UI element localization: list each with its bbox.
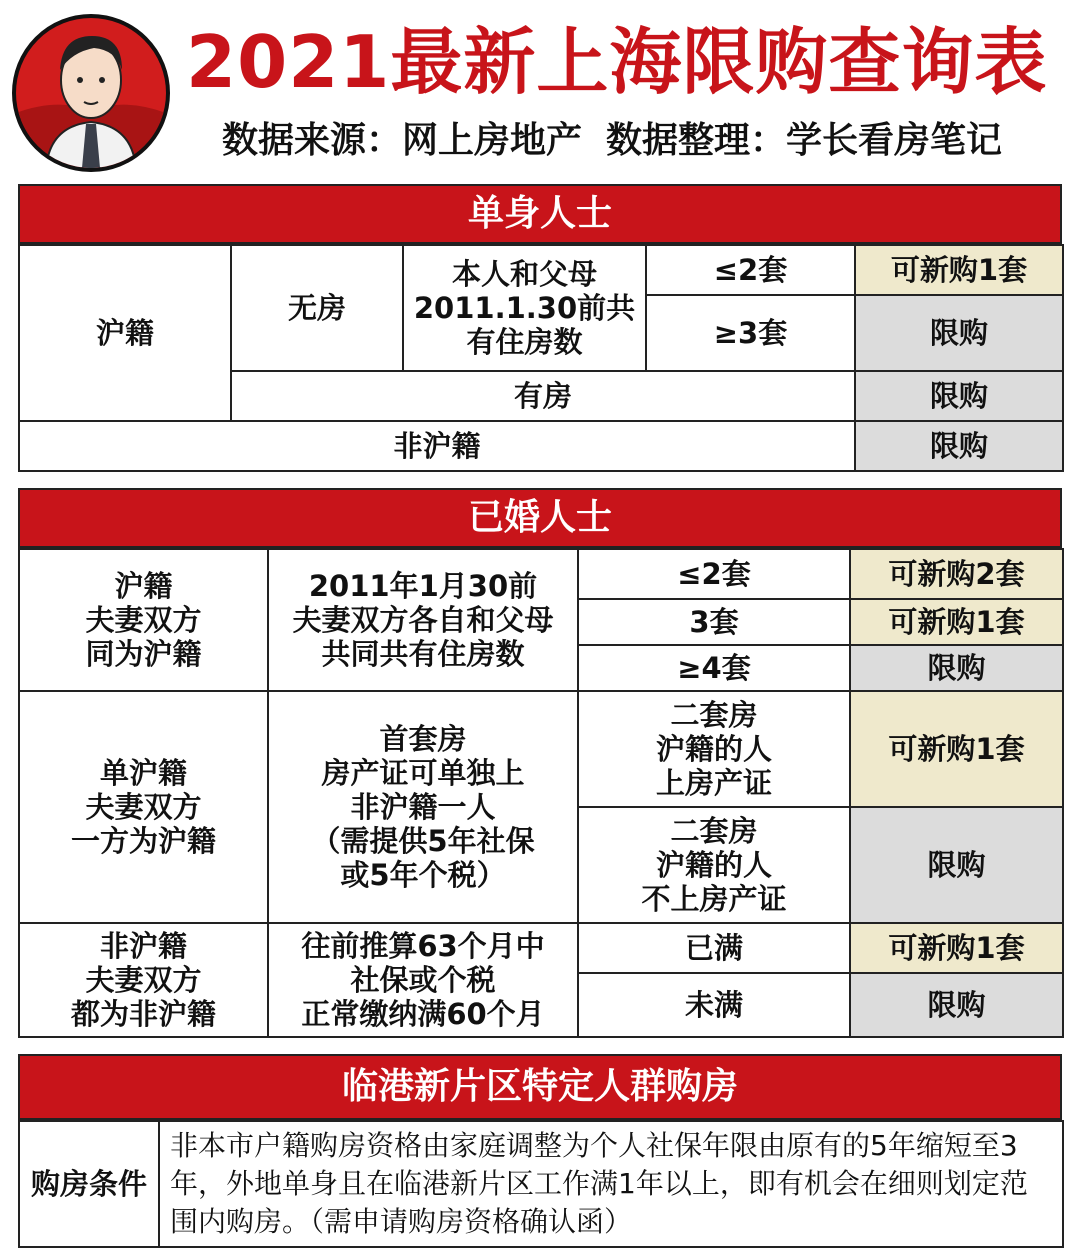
non-hu-result: 限购: [855, 421, 1063, 471]
group2-label: 单沪籍 夫妻双方 一方为沪籍: [19, 691, 268, 923]
hu-ji-label: 沪籍: [19, 245, 231, 421]
group3-condition: 往前推算63个月中 社保或个税 正常缴纳满60个月: [268, 923, 578, 1037]
ge3-result: 限购: [855, 295, 1063, 371]
has-house-label: 有房: [231, 371, 855, 421]
group2-row1-label: 二套房 沪籍的人 上房产证: [578, 691, 850, 807]
ge3-label: ≥3套: [646, 295, 855, 371]
page-title: 2021最新上海限购查询表: [186, 20, 1048, 104]
author-avatar: [12, 14, 170, 172]
group2-row1-result: 可新购1套: [850, 691, 1063, 807]
data-editor: 数据整理：学长看房笔记: [606, 120, 1003, 161]
group3-row1-result: 可新购1套: [850, 923, 1063, 973]
no-house-label: 无房: [231, 245, 403, 371]
lingang-section-title: 临港新片区特定人群购房: [18, 1054, 1062, 1120]
group1-row1-result: 可新购2套: [850, 549, 1063, 599]
married-section: [18, 488, 1062, 1038]
page-subtitle: [222, 114, 1062, 168]
lingang-table: [18, 1120, 1064, 1248]
lingang-section: [18, 1054, 1062, 1248]
has-house-result: 限购: [855, 371, 1063, 421]
group3-row2-result: 限购: [850, 973, 1063, 1037]
group1-row2-label: 3套: [578, 599, 850, 645]
group1-row3-label: ≥4套: [578, 645, 850, 691]
group1-row1-label: ≤2套: [578, 549, 850, 599]
single-table: [18, 244, 1064, 472]
avatar-illustration: [16, 18, 166, 168]
group1-row2-result: 可新购1套: [850, 599, 1063, 645]
group1-label: 沪籍 夫妻双方 同为沪籍: [19, 549, 268, 691]
married-table: [18, 548, 1064, 1038]
group3-row1-label: 已满: [578, 923, 850, 973]
house-count-label: 本人和父母 2011.1.30前共 有住房数: [403, 245, 646, 371]
group1-condition: 2011年1月30前 夫妻双方各自和父母 共同共有住房数: [268, 549, 578, 691]
group2-row2-result: 限购: [850, 807, 1063, 923]
purchase-condition-text: 非本市户籍购房资格由家庭调整为个人社保年限由原有的5年缩短至3年，外地单身且在临港新片区工作满1年以上，即有机会在细则划定范围内购房。（需申请购房资格确认函）: [159, 1121, 1063, 1247]
group3-row2-label: 未满: [578, 973, 850, 1037]
non-hu-label: 非沪籍: [19, 421, 855, 471]
single-section: [18, 184, 1062, 472]
group2-condition: 首套房 房产证可单独上 非沪籍一人 （需提供5年社保 或5年个税）: [268, 691, 578, 923]
le2-label: ≤2套: [646, 245, 855, 295]
data-source: 数据来源：网上房地产: [222, 120, 583, 161]
group1-row3-result: 限购: [850, 645, 1063, 691]
le2-result: 可新购1套: [855, 245, 1063, 295]
married-section-title: 已婚人士: [18, 488, 1062, 548]
group2-row2-label: 二套房 沪籍的人 不上房产证: [578, 807, 850, 923]
single-section-title: 单身人士: [18, 184, 1062, 244]
purchase-condition-label: 购房条件: [19, 1121, 159, 1247]
group3-label: 非沪籍 夫妻双方 都为非沪籍: [19, 923, 268, 1037]
